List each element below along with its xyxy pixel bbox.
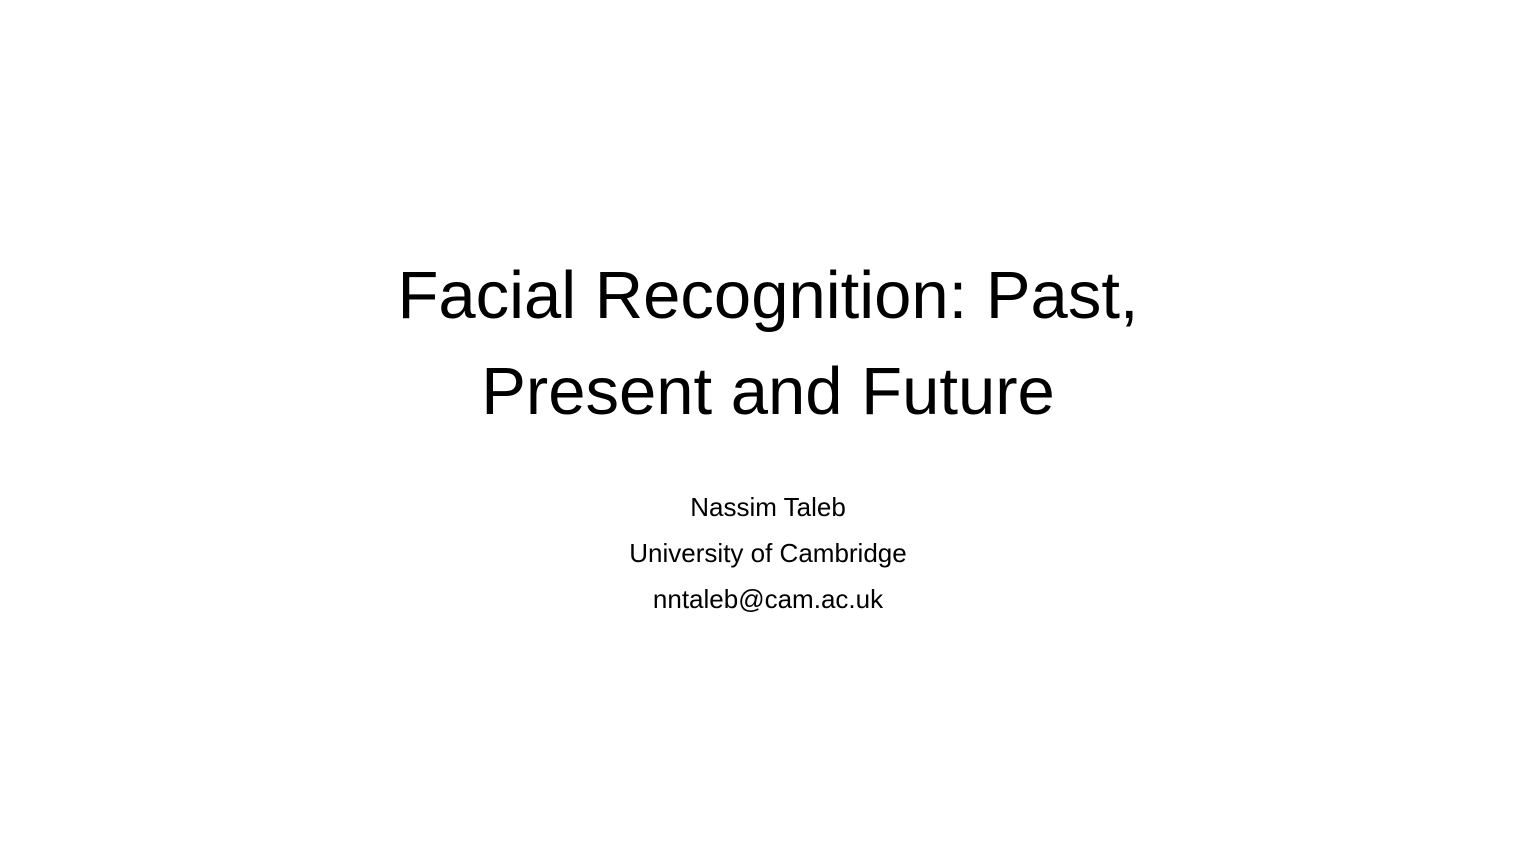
author-name: Nassim Taleb [690, 492, 846, 522]
slide-subtitle [368, 484, 1168, 622]
author-email: nntaleb@cam.ac.uk [652, 584, 884, 614]
author-affiliation: University of Cambridge [629, 538, 907, 568]
slide-title [168, 248, 1368, 440]
title-line-1: Facial Recognition: Past, [397, 258, 1139, 333]
title-line-2: Present and Future [481, 354, 1055, 429]
